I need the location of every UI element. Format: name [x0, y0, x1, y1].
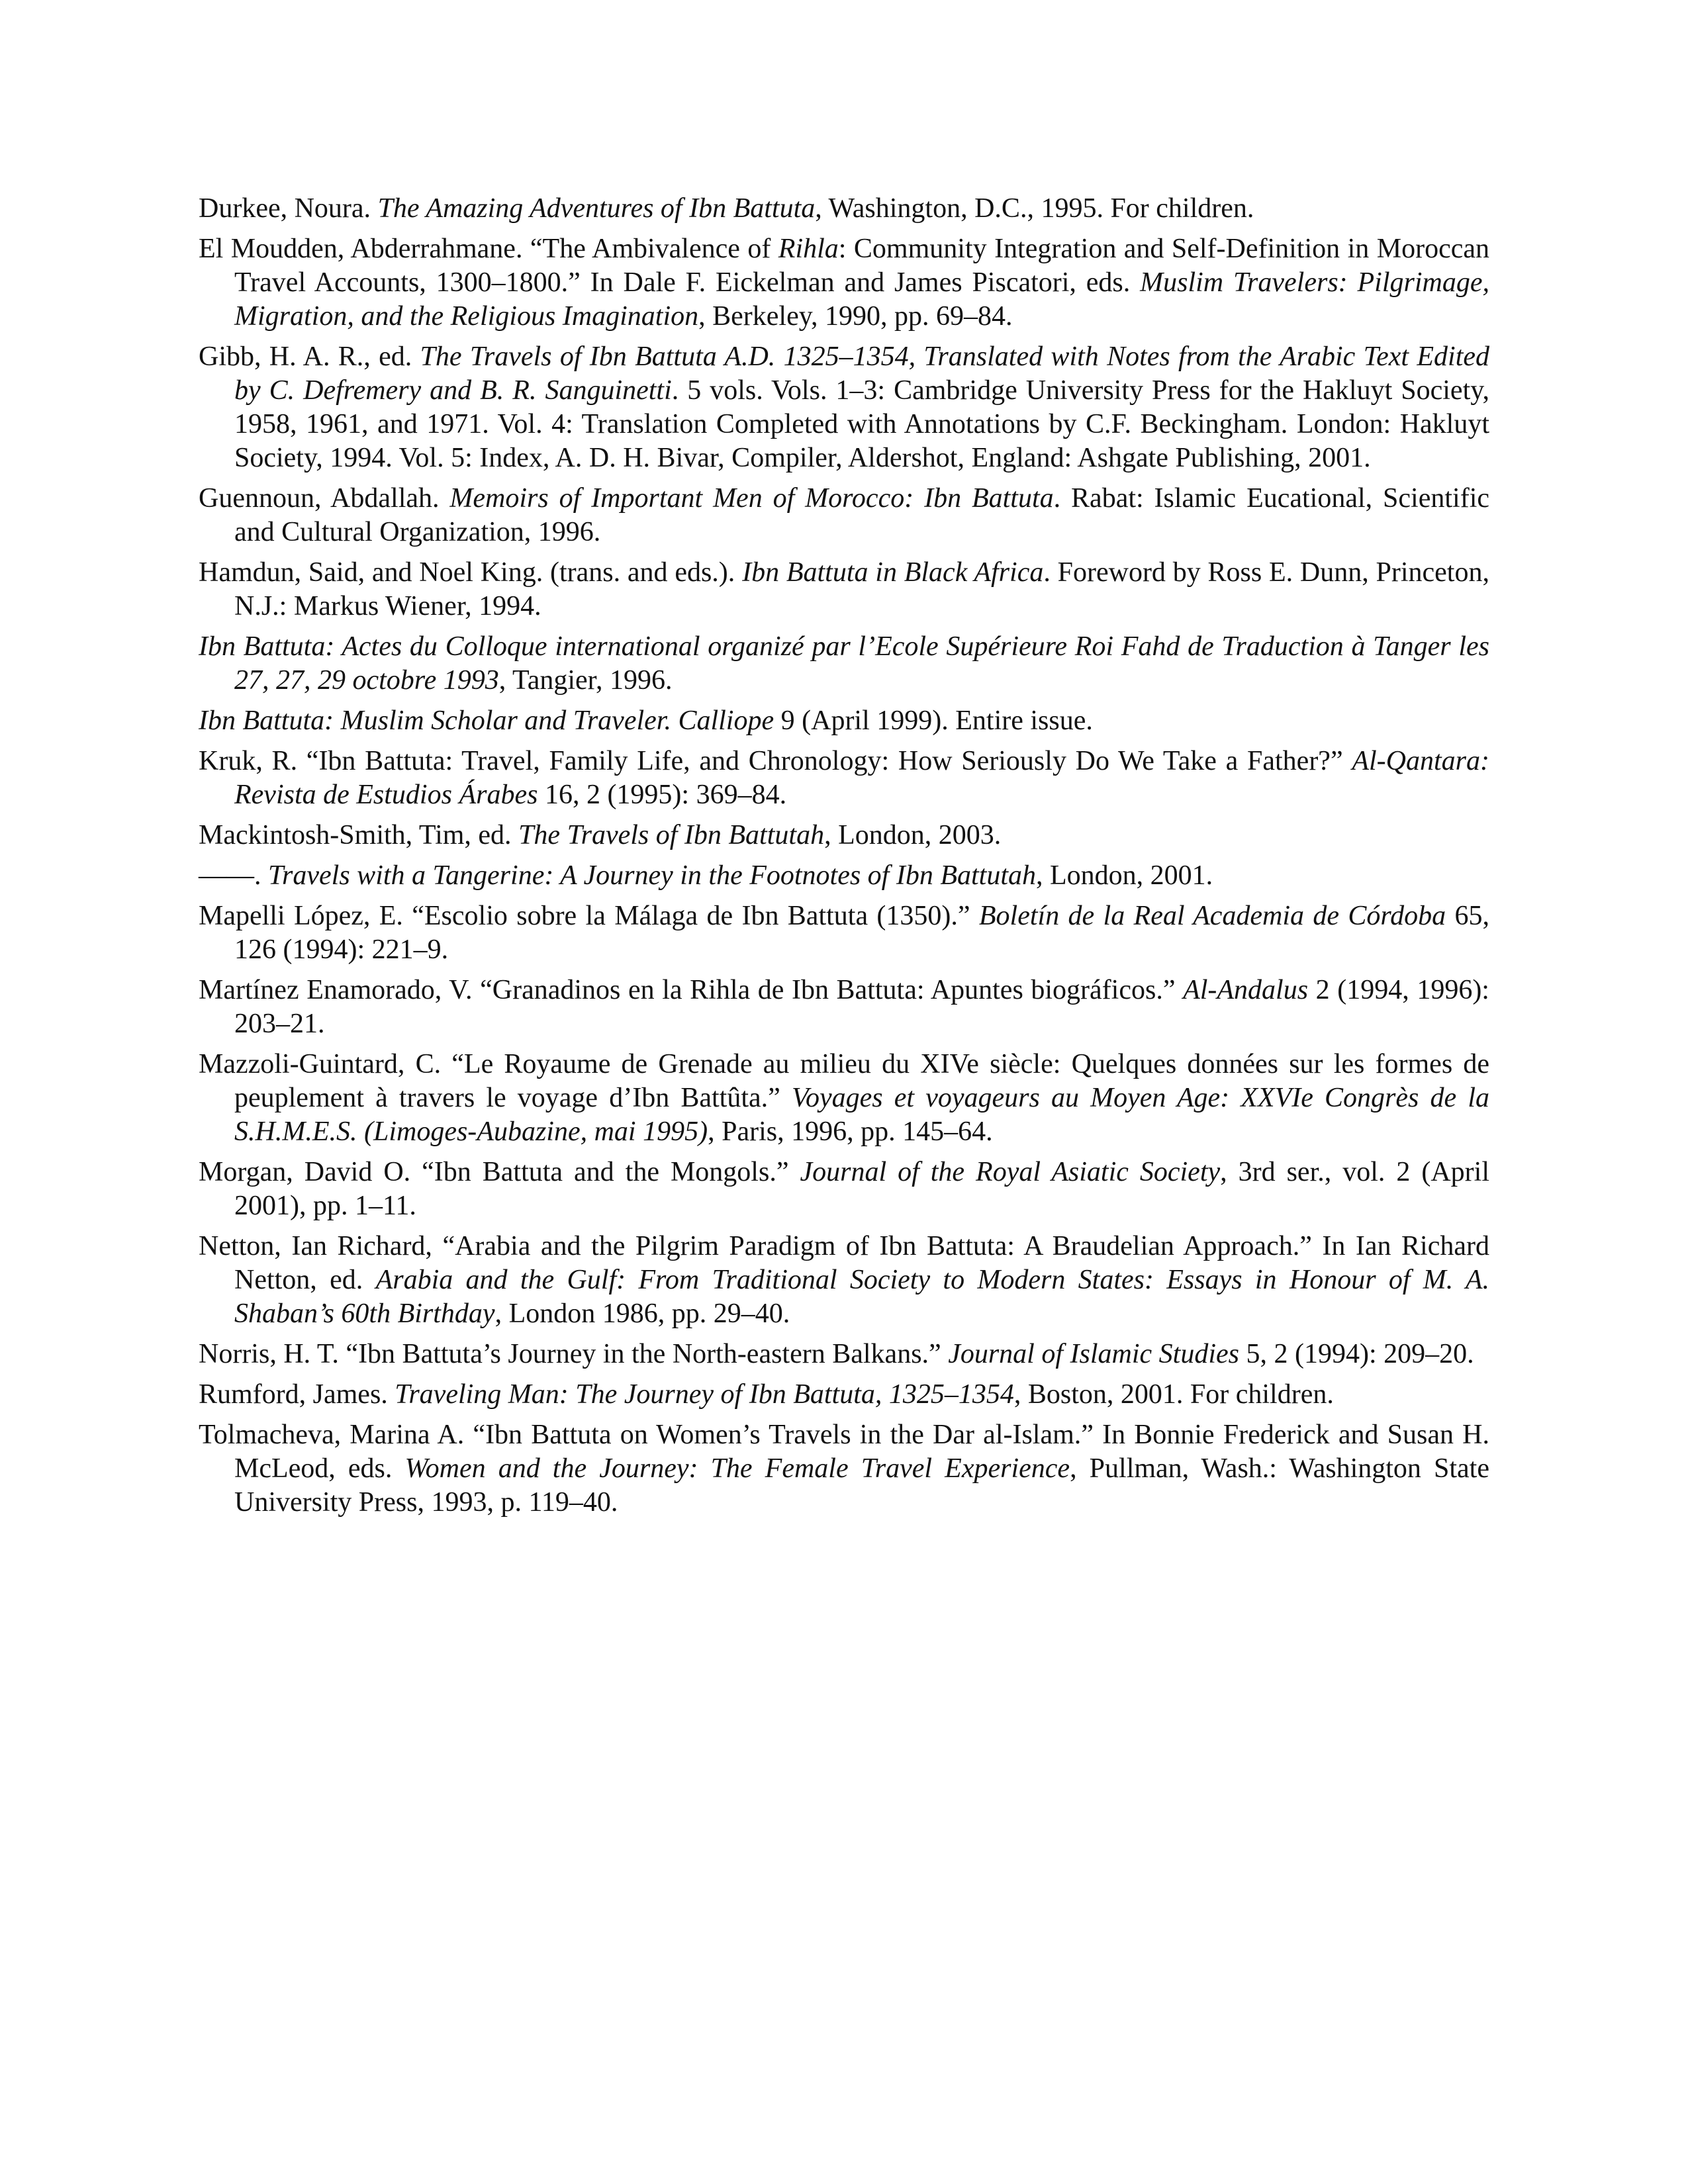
entry-text: Mapelli López, E. “Escolio sobre la Málaga de Ibn Battuta (1350).” [199, 901, 979, 931]
entry-title-italic: Traveling Man: The Journey of Ibn Battuta, 1325–1354 [395, 1379, 1014, 1410]
entry-text: Hamdun, Said, and Noel King. (trans. and eds.). [199, 557, 743, 588]
entry-text: 16, 2 (1995): 369–84. [538, 780, 787, 810]
entry-text: Mackintosh-Smith, Tim, ed. [199, 820, 519, 850]
entry-title-italic: Ibn Battuta: Muslim Scholar and Traveler. Calliope [199, 705, 774, 736]
entry-text: Netton, Ian Richard, “Arabia and the Pilgrim Paradigm of Ibn Battuta: A Braudelian Approach.” In Ian Richard Netton, ed. [199, 1231, 1489, 1295]
bibliography-entry [199, 859, 1489, 893]
entry-text: , London, 2003. [824, 820, 1002, 850]
entry-text: Norris, H. T. “Ibn Battuta’s Journey in the North-eastern Balkans.” [199, 1339, 949, 1369]
entry-text: . 5 vols. Vols. 1–3: Cambridge University Press for the Hakluyt Society, 1958, 1961, and 1971. Vol. 4: Translation Completed with Annotations by C.F. Beckingham. London: Hakluyt Society, 1994. Vol. 5: Index, A. D. H. Bivar, Compiler, Aldershot, England: Ashgate Publishing, 2001. [234, 375, 1490, 473]
entry-title-italic: Ibn Battuta: Actes du Colloque international organizé par l’Ecole Supérieure Roi Fahd de Traduction à Tanger les 27, 27, 29 octobre 1993 [199, 631, 1489, 696]
bibliography-entry [199, 630, 1489, 698]
bibliography-entry [199, 1418, 1489, 1520]
bibliography-entry [199, 232, 1489, 334]
entry-title-italic: Women and the Journey: The Female Travel Experience [404, 1453, 1070, 1484]
entry-text: Durkee, Noura. [199, 193, 378, 224]
entry-text: Morgan, David O. “Ibn Battuta and the Mongols.” [199, 1157, 800, 1187]
entry-text: . Foreword by Ross E. Dunn, Princeton, N.J.: Markus Wiener, 1994. [234, 557, 1489, 621]
bibliography-entry [199, 1338, 1489, 1371]
entry-title-italic: The Travels of Ibn Battutah [518, 820, 825, 850]
entry-text: Mazzoli-Guintard, C. “Le Royaume de Grenade au milieu du XIVe siècle: Quelques données sur les formes de peuplement à travers le voyage d’Ibn Battûta.” [199, 1049, 1489, 1113]
entry-text: Rumford, James. [199, 1379, 395, 1410]
bibliography-entry [199, 1156, 1489, 1223]
entry-title-italic: The Travels of Ibn Battuta A.D. 1325–1354, Translated with Notes from the Arabic Text Edited by C. Defremery and B. R. Sanguinetti [234, 341, 1489, 406]
bibliography-entry [199, 1378, 1489, 1412]
bibliography-entry [199, 819, 1489, 852]
bibliography-entry [199, 704, 1489, 738]
entry-title-italic: Ibn Battuta in Black Africa [742, 557, 1044, 588]
entry-text: 65, 126 (1994): 221–9. [234, 901, 1489, 965]
bibliography-entry [199, 556, 1489, 623]
entry-title-italic: Journal of the Royal Asiatic Society [800, 1157, 1221, 1187]
entry-title-italic: Arabia and the Gulf: From Traditional Society to Modern States: Essays in Honour of M. A. Shaban’s 60th Birthday [234, 1265, 1489, 1329]
entry-title-italic: Memoirs of Important Men of Morocco: Ibn Battuta [449, 483, 1054, 514]
entry-text: . Rabat: Islamic Eucational, Scientific and Cultural Organization, 1996. [234, 483, 1490, 547]
entry-text: , 3rd ser., vol. 2 (April 2001), pp. 1–11. [234, 1157, 1489, 1221]
entry-text: , London 1986, pp. 29–40. [494, 1298, 790, 1329]
entry-title-italic: Journal of Islamic Studies [948, 1339, 1239, 1369]
entry-text: Gibb, H. A. R., ed. [199, 341, 420, 372]
entry-text: , London, 2001. [1036, 860, 1213, 891]
entry-text: Kruk, R. “Ibn Battuta: Travel, Family Life, and Chronology: How Seriously Do We Take a Father?” [199, 746, 1352, 776]
bibliography-entry [199, 974, 1489, 1041]
entry-title-italic: Rihla [778, 234, 839, 264]
entry-title-italic: The Amazing Adventures of Ibn Battuta [377, 193, 816, 224]
bibliography-page [199, 192, 1489, 1526]
bibliography-entry [199, 1230, 1489, 1331]
entry-text: Martínez Enamorado, V. “Granadinos en la Rihla de Ibn Battuta: Apuntes biográficos.” [199, 975, 1184, 1005]
entry-text: 5, 2 (1994): 209–20. [1239, 1339, 1474, 1369]
entry-title-italic: Al-Andalus [1183, 975, 1309, 1005]
entry-title-italic: Muslim Travelers: Pilgrimage, Migration, and the Religious Imagination [234, 267, 1489, 332]
bibliography-entry [199, 745, 1489, 812]
bibliography-entry [199, 340, 1489, 475]
entry-title-italic: Boletín de la Real Academia de Córdoba [978, 901, 1446, 931]
entry-text: 2 (1994, 1996): 203–21. [234, 975, 1489, 1039]
entry-text: Guennoun, Abdallah. [199, 483, 450, 514]
entry-text: El Moudden, Abderrahmane. “The Ambivalence of [199, 234, 778, 264]
entry-text: , Washington, D.C., 1995. For children. [815, 193, 1254, 224]
entry-text: , Berkeley, 1990, pp. 69–84. [698, 301, 1013, 332]
entry-title-italic: Voyages et voyageurs au Moyen Age: XXVIe Congrès de la S.H.M.E.S. (Limoges-Aubazine, mai 1995) [234, 1083, 1489, 1147]
bibliography-entry [199, 482, 1489, 549]
entry-text: ——. [199, 860, 268, 891]
entry-text: , Tangier, 1996. [498, 665, 673, 696]
entry-text: , Boston, 2001. For children. [1013, 1379, 1334, 1410]
bibliography-list [199, 192, 1489, 1520]
entry-text: : Community Integration and Self-Definition in Moroccan Travel Accounts, 1300–1800.” In Dale F. Eickelman and James Piscatori, eds. [234, 234, 1490, 298]
entry-title-italic: Al-Qantara: Revista de Estudios Árabes [234, 746, 1489, 810]
entry-title-italic: Travels with a Tangerine: A Journey in the Footnotes of Ibn Battutah [268, 860, 1037, 891]
entry-text: , Pullman, Wash.: Washington State University Press, 1993, p. 119–40. [234, 1453, 1489, 1518]
entry-text: , Paris, 1996, pp. 145–64. [708, 1116, 993, 1147]
entry-text: 9 (April 1999). Entire issue. [774, 705, 1093, 736]
bibliography-entry [199, 899, 1489, 967]
bibliography-entry [199, 192, 1489, 226]
bibliography-entry [199, 1048, 1489, 1149]
entry-text: Tolmacheva, Marina A. “Ibn Battuta on Women’s Travels in the Dar al-Islam.” In Bonnie Frederick and Susan H. McLeod, eds. [199, 1420, 1489, 1484]
